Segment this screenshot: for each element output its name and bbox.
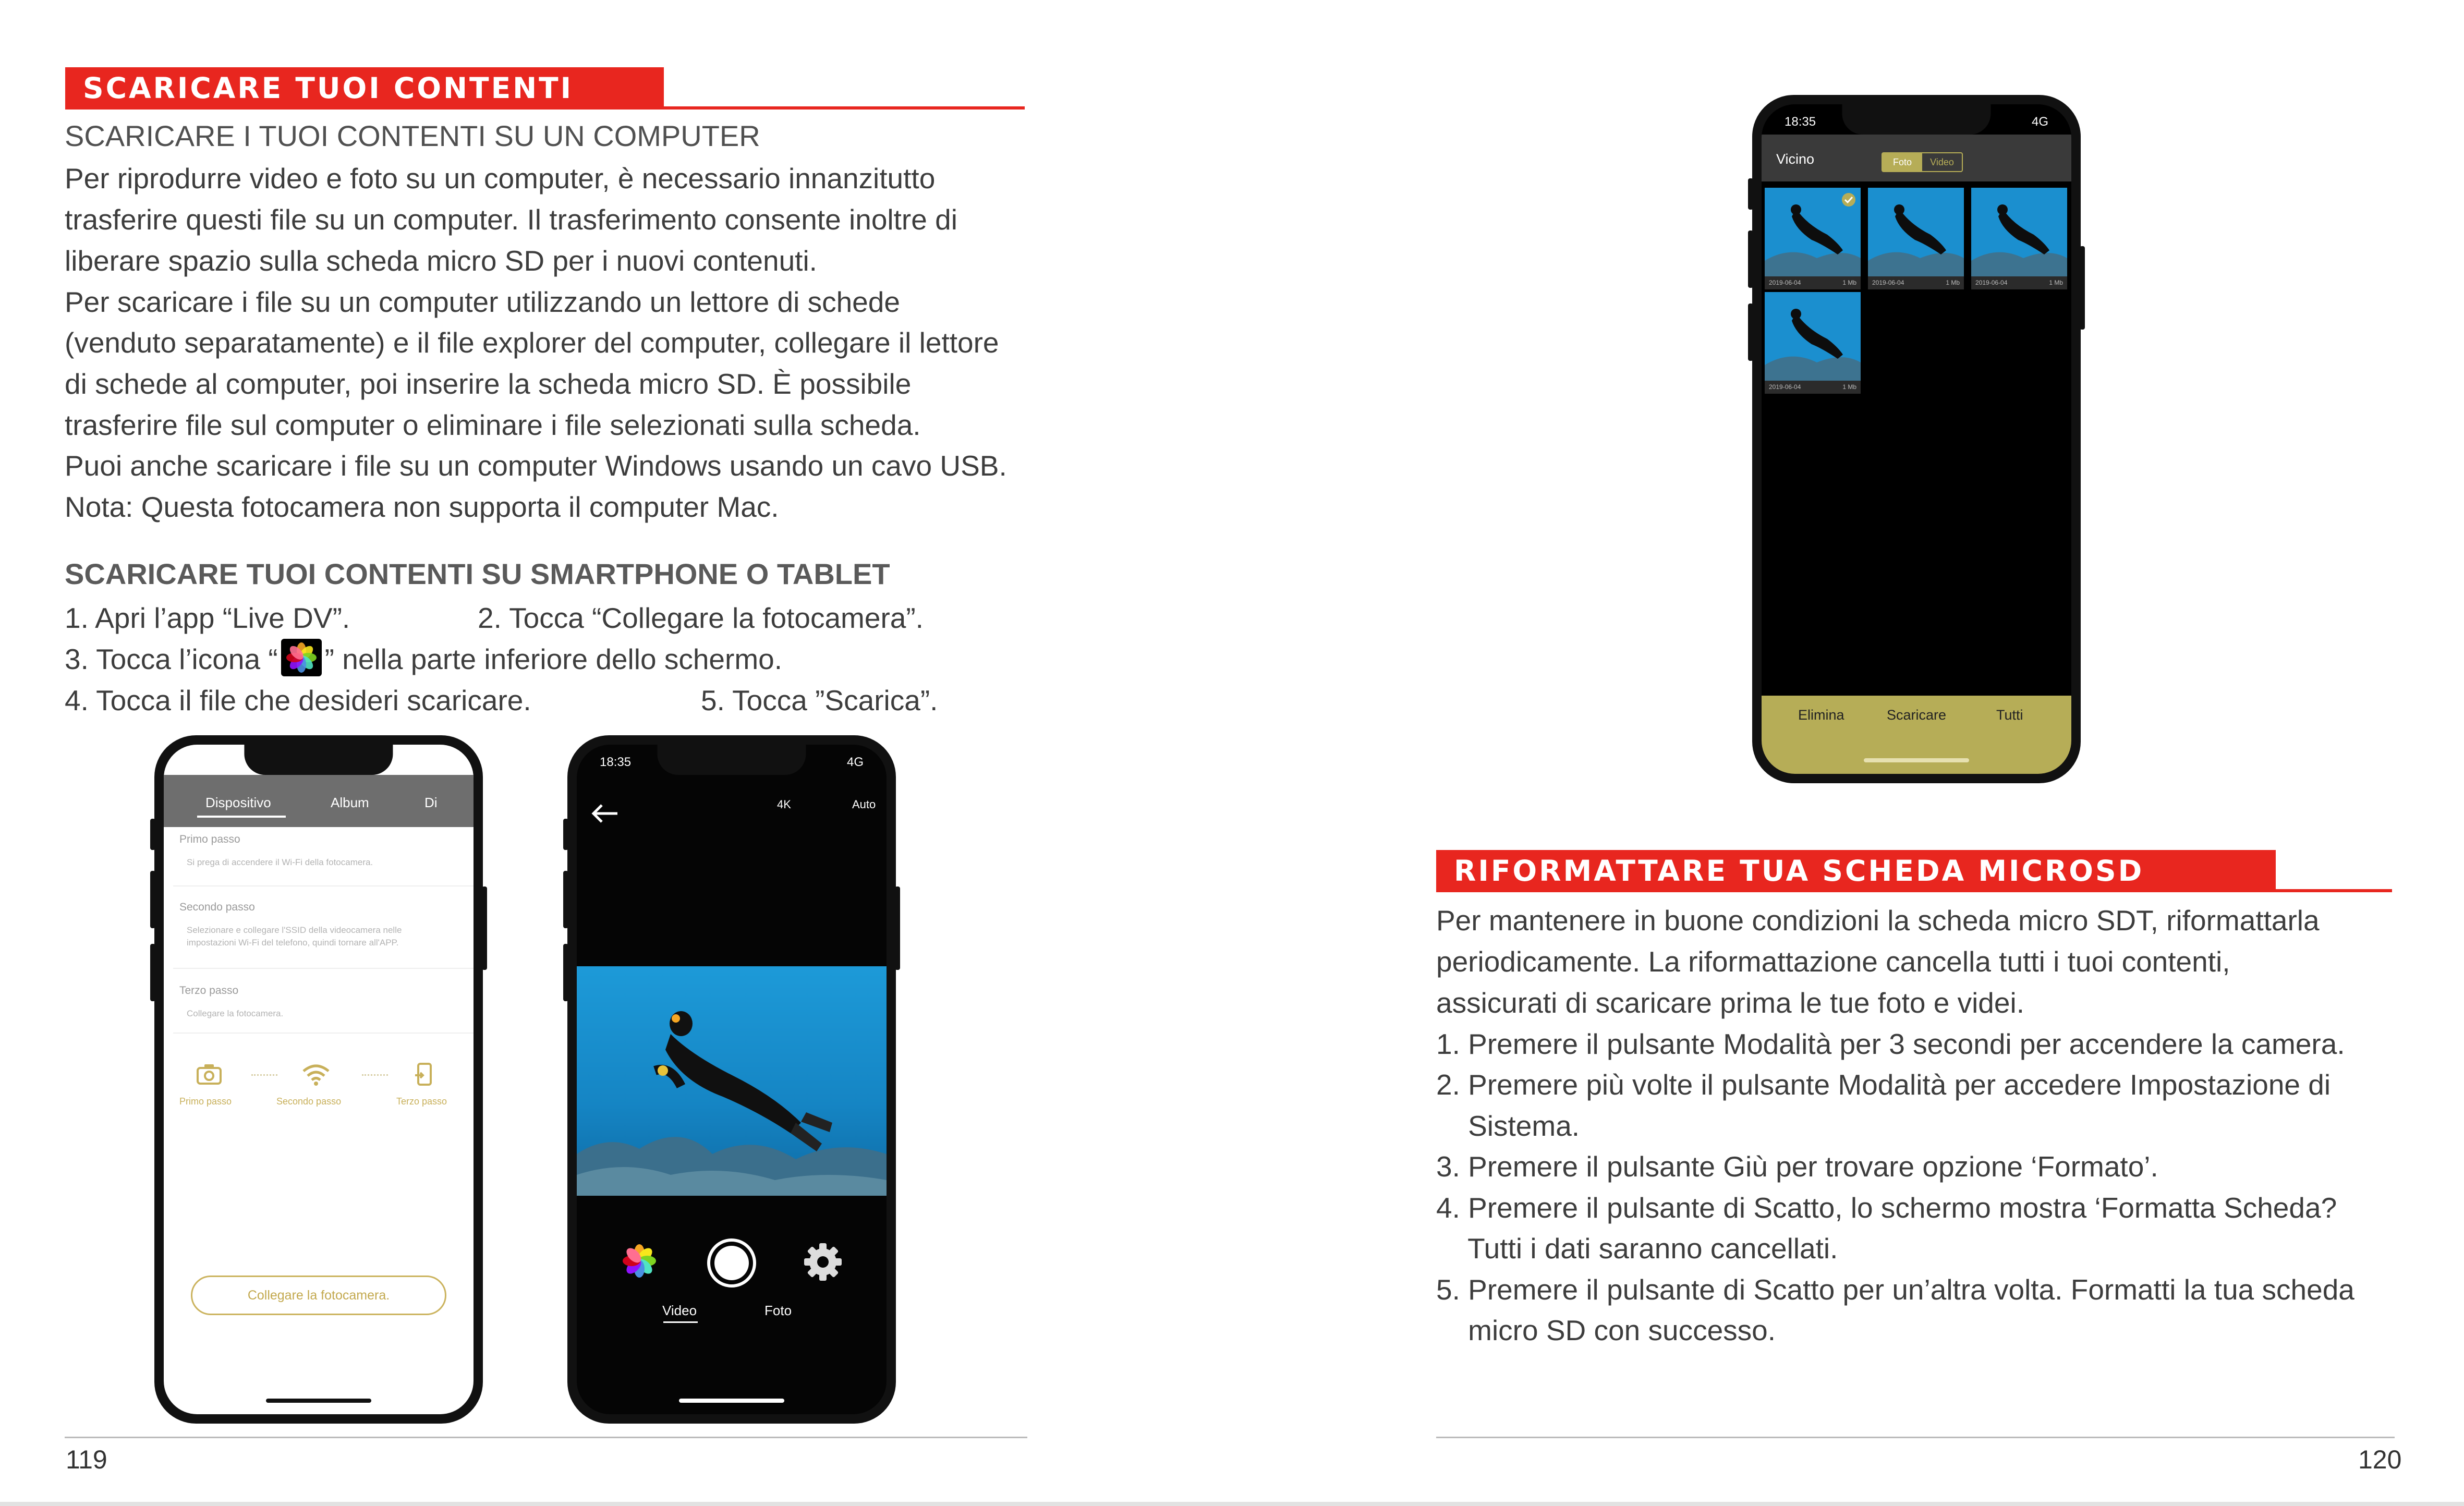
thumb-size: 1 Mb bbox=[1842, 279, 1856, 286]
format-line-3: assicurati di scaricare prima le tue foto e videi. bbox=[1436, 987, 2024, 1019]
smartphone-heading: SCARICARE TUOI CONTENTI SU SMARTPHONE O TABLET bbox=[65, 557, 890, 590]
home-indicator bbox=[266, 1399, 371, 1403]
thumb-date: 2019-06-04 bbox=[1975, 279, 2008, 286]
thumb-size: 1 Mb bbox=[1842, 383, 1856, 391]
status-signal: 4G bbox=[846, 755, 864, 769]
format-line-2: periodicamente. La riformattazione cancella tutti i tuoi contenti, bbox=[1436, 945, 2230, 978]
thumb-caption bbox=[1765, 276, 1861, 289]
diver-photo bbox=[577, 966, 887, 1196]
delete-button[interactable]: Elimina bbox=[1798, 707, 1844, 723]
photos-app-icon[interactable] bbox=[618, 1240, 660, 1282]
banner-rule bbox=[1436, 889, 2392, 892]
phone-side-button bbox=[1748, 303, 1753, 361]
step-title-2: Secondo passo bbox=[179, 901, 255, 913]
computer-line-3: liberare spazio sulla scheda micro SD per i nuovi contenuti. bbox=[65, 245, 817, 277]
status-signal: 4G bbox=[2031, 115, 2048, 129]
phone-side-button bbox=[895, 886, 900, 970]
icon-label-3: Terzo passo bbox=[396, 1096, 447, 1107]
step-title-1: Primo passo bbox=[179, 833, 240, 845]
tab-di[interactable]: Di bbox=[424, 795, 438, 810]
back-arrow-icon[interactable] bbox=[590, 803, 620, 824]
computer-line-9: Nota: Questa fotocamera non supporta il computer Mac. bbox=[65, 491, 779, 523]
format-step-2: 2. Premere più volte il pulsante Modalità per accedere Impostazione di bbox=[1436, 1068, 2331, 1101]
gallery-thumb[interactable] bbox=[1868, 188, 1964, 289]
page-number-right: 120 bbox=[2358, 1445, 2402, 1474]
format-step-2-cont: Sistema. bbox=[1436, 1110, 1580, 1142]
step-3 bbox=[65, 639, 782, 680]
step-1: 1. Apri l’app “Live DV”. bbox=[65, 602, 350, 634]
filter-photo[interactable]: Foto bbox=[1883, 153, 1922, 171]
photo-mode-label[interactable]: Foto bbox=[764, 1303, 792, 1318]
status-time: 18:35 bbox=[1785, 115, 1816, 129]
gallery-title: Vicino bbox=[1776, 151, 1815, 167]
connect-camera-button[interactable]: Collegare la fotocamera. bbox=[191, 1276, 446, 1315]
active-mode-underline bbox=[663, 1321, 698, 1323]
format-step-3: 3. Premere il pulsante Giù per trovare opzione ‘Formato’. bbox=[1436, 1150, 2158, 1183]
section-banner-format bbox=[1436, 850, 2392, 892]
status-bar bbox=[600, 755, 864, 770]
format-step-5: 5. Premere il pulsante di Scatto per un’altra volta. Formatti la tua scheda bbox=[1436, 1273, 2354, 1306]
photos-app-icon bbox=[281, 639, 322, 676]
computer-line-7: trasferire file sul computer o eliminare i file selezionati sulla scheda. bbox=[65, 409, 921, 441]
thumb-date: 2019-06-04 bbox=[1769, 383, 1801, 391]
home-indicator bbox=[679, 1399, 784, 1403]
thumb-date: 2019-06-04 bbox=[1872, 279, 1904, 286]
gallery-thumb[interactable] bbox=[1765, 292, 1861, 394]
banner-title: RIFORMATTARE TUA SCHEDA MICROSD bbox=[1436, 850, 2276, 892]
banner-title: SCARICARE TUOI CONTENTI bbox=[65, 67, 664, 110]
shutter-icon[interactable] bbox=[706, 1237, 758, 1289]
format-step-1: 1. Premere il pulsante Modalità per 3 secondi per accendere la camera. bbox=[1436, 1028, 2345, 1060]
phone-screen bbox=[1762, 104, 2071, 774]
computer-line-2: trasferire questi file su un computer. Il trasferimento consente inoltre di bbox=[65, 203, 957, 236]
thumb-caption bbox=[1868, 276, 1964, 289]
page-bottom-edge bbox=[0, 1502, 2464, 1506]
mode-label: Auto bbox=[852, 798, 876, 811]
home-indicator bbox=[1864, 758, 1969, 762]
step-connector bbox=[251, 1074, 277, 1076]
format-step-5-cont: micro SD con successo. bbox=[1436, 1314, 1776, 1346]
status-time: 18:33 bbox=[187, 755, 219, 769]
phone-side-button bbox=[563, 819, 568, 850]
icon-label-1: Primo passo bbox=[179, 1096, 232, 1107]
page-120 bbox=[1232, 0, 2464, 1506]
footer-rule bbox=[65, 1437, 1027, 1438]
step-divider bbox=[173, 885, 474, 886]
format-step-4-cont: Tutti i dati saranno cancellati. bbox=[1436, 1232, 1838, 1265]
step-divider bbox=[173, 1033, 474, 1034]
thumb-image bbox=[1971, 188, 2067, 276]
phone-screen bbox=[164, 745, 474, 1414]
wifi-icon bbox=[301, 1063, 331, 1086]
gallery-thumb[interactable] bbox=[1765, 188, 1861, 289]
step-title-3: Terzo passo bbox=[179, 985, 239, 997]
status-bar bbox=[1785, 115, 2048, 129]
phone-gallery bbox=[1752, 95, 2081, 783]
phone-side-button bbox=[482, 886, 487, 970]
thumb-image bbox=[1868, 188, 1964, 276]
step-desc-2: Selezionare e collegare l'SSID della videocamera nelle impostazioni Wi-Fi del telefono, quindi tornare all'APP. bbox=[187, 925, 402, 948]
status-signal: 4G bbox=[433, 755, 451, 769]
icon-label-2: Secondo passo bbox=[276, 1096, 342, 1107]
gallery-toolbar bbox=[1762, 696, 2071, 774]
phone-side-button bbox=[2080, 246, 2085, 330]
phone-side-button bbox=[150, 944, 155, 1001]
page-number-left: 119 bbox=[66, 1445, 107, 1474]
format-step-4: 4. Premere il pulsante di Scatto, lo schermo mostra ‘Formatta Scheda? bbox=[1436, 1192, 2337, 1224]
computer-line-8: Puoi anche scaricare i file su un computer Windows usando un cavo USB. bbox=[65, 450, 1007, 482]
phone-screen bbox=[577, 745, 887, 1414]
phone-side-button bbox=[150, 819, 155, 850]
footer-rule bbox=[1436, 1437, 2395, 1438]
format-line-1: Per mantenere in buone condizioni la scheda micro SDT, riformattarla bbox=[1436, 904, 2320, 937]
status-time: 18:35 bbox=[600, 755, 632, 769]
step-2: 2. Tocca “Collegare la fotocamera”. bbox=[478, 602, 924, 634]
computer-line-1: Per riprodurre video e foto su un computer, è necessario innanzitutto bbox=[65, 162, 936, 195]
gallery-thumb[interactable] bbox=[1971, 188, 2067, 289]
banner-rule bbox=[65, 106, 1025, 110]
thumb-size: 1 Mb bbox=[2049, 279, 2063, 286]
step-divider bbox=[173, 968, 474, 969]
step-desc-3: Collegare la fotocamera. bbox=[187, 1009, 284, 1018]
step-3-start: 3. Tocca l’icona “ bbox=[65, 643, 278, 675]
download-button[interactable]: Scaricare bbox=[1887, 707, 1947, 723]
phone-app-home bbox=[154, 735, 483, 1424]
filter-video[interactable]: Video bbox=[1930, 157, 1954, 167]
active-tab-underline bbox=[197, 816, 286, 818]
computer-heading: SCARICARE I TUOI CONTENTI SU UN COMPUTER bbox=[65, 119, 760, 152]
gear-icon[interactable] bbox=[803, 1242, 843, 1282]
thumb-caption bbox=[1765, 381, 1861, 394]
computer-line-5: (venduto separatamente) e il file explorer del computer, collegare il lettore bbox=[65, 326, 999, 359]
thumb-caption bbox=[1971, 276, 2067, 289]
section-banner-download bbox=[65, 67, 1025, 110]
step-desc-1: Si prega di accendere il Wi-Fi della fotocamera. bbox=[187, 857, 373, 867]
phone-link-icon bbox=[414, 1063, 435, 1086]
phone-side-button bbox=[150, 871, 155, 928]
tab-album[interactable]: Album bbox=[331, 795, 369, 810]
thumb-date: 2019-06-04 bbox=[1769, 279, 1801, 286]
phone-side-button bbox=[563, 944, 568, 1001]
filter-toggle bbox=[1882, 152, 1963, 172]
step-4: 4. Tocca il file che desideri scaricare. bbox=[65, 684, 531, 716]
step-3-end: ” nella parte inferiore dello schermo. bbox=[324, 643, 783, 675]
check-icon bbox=[1841, 192, 1856, 208]
status-bar bbox=[187, 755, 451, 770]
resolution-label: 4K bbox=[777, 798, 791, 811]
thumb-size: 1 Mb bbox=[1946, 279, 1960, 286]
step-5: 5. Tocca ”Scarica”. bbox=[701, 684, 938, 716]
phone-side-button bbox=[1748, 178, 1753, 210]
phone-side-button bbox=[1748, 230, 1753, 288]
phone-side-button bbox=[563, 871, 568, 928]
computer-line-6: di schede al computer, poi inserire la scheda micro SD. È possibile bbox=[65, 368, 912, 400]
video-mode-label[interactable]: Video bbox=[662, 1303, 697, 1318]
step-connector bbox=[362, 1074, 388, 1076]
tab-dispositivo[interactable]: Dispositivo bbox=[205, 795, 271, 810]
thumb-image bbox=[1765, 292, 1861, 381]
select-all-button[interactable]: Tutti bbox=[1996, 707, 2023, 723]
camera-icon bbox=[196, 1063, 222, 1086]
computer-line-4: Per scaricare i file su un computer utilizzando un lettore di schede bbox=[65, 286, 900, 318]
phone-live-view bbox=[567, 735, 896, 1424]
